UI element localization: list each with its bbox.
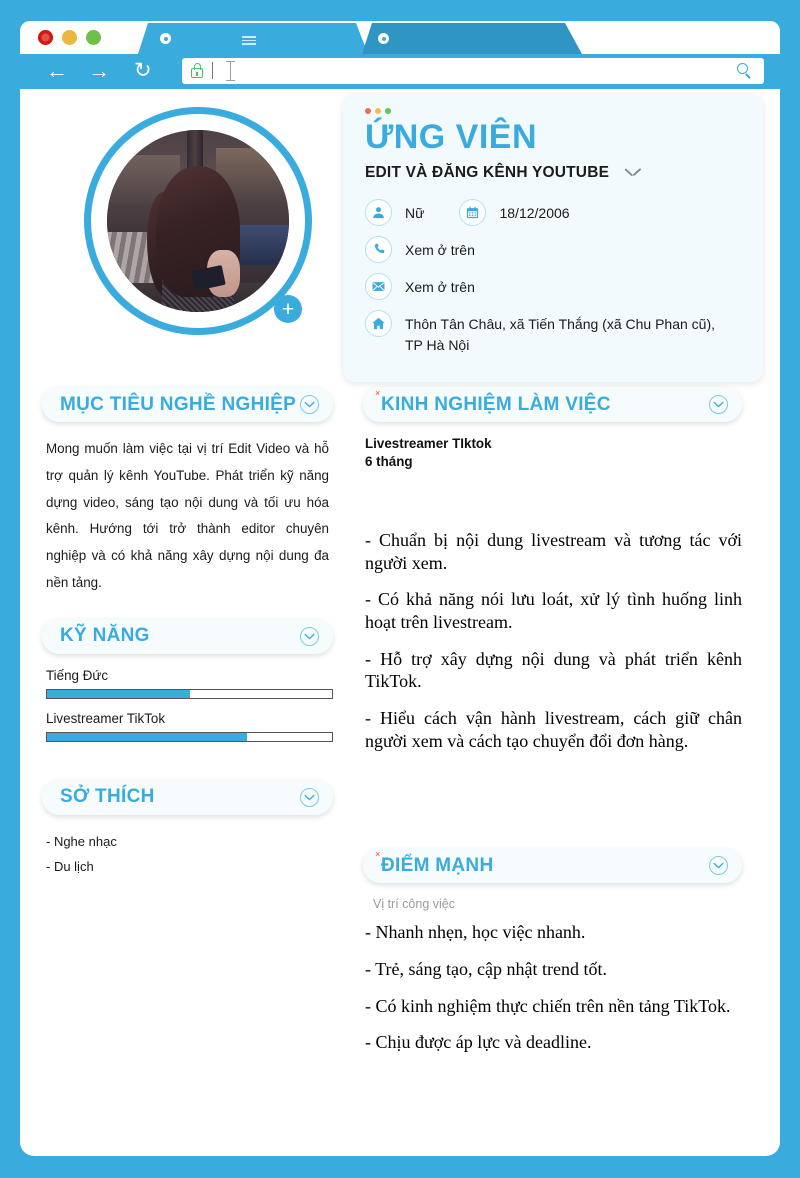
chevron-down-icon[interactable]	[300, 788, 319, 807]
info-row-phone	[365, 236, 743, 263]
strength-bullet: - Có kinh nghiệm thực chiến trên nền tảng TikTok.	[365, 995, 731, 1016]
reload-button[interactable]: ↻	[134, 59, 152, 82]
avatar[interactable]	[84, 107, 312, 335]
strength-bullet: - Trẻ, sáng tạo, cập nhật trend tốt.	[365, 959, 607, 980]
job-title: EDIT VÀ ĐĂNG KÊNH YOUTUBE	[365, 163, 610, 181]
page-viewport	[20, 89, 780, 1156]
browser-tab-2[interactable]	[362, 23, 582, 54]
person-icon	[365, 199, 392, 226]
phone-icon	[365, 236, 392, 263]
chevron-down-icon[interactable]	[625, 168, 640, 177]
objective-body: Mong muốn làm việc tại vị trí Edit Video và hỗ trợ quản lý kênh YouTube. Phát triển kỹ năng dựng video, sáng tạo nội dung và tối ưu hóa kênh. Hướng tới trở thành editor chuyên nghiệp và có khả năng xây dựng nội dung đa nền tảng.	[46, 441, 329, 591]
experience-duration: 6 tháng	[365, 454, 413, 469]
chevron-down-icon[interactable]	[709, 856, 728, 875]
job-title-row[interactable]	[365, 164, 743, 182]
browser-tab-1[interactable]	[138, 23, 368, 54]
add-photo-button[interactable]: +	[274, 295, 302, 323]
skill-name: Livestreamer TikTok	[46, 710, 166, 726]
skill-item	[42, 668, 333, 699]
skill-bar-fill	[47, 690, 190, 698]
maximize-window-button[interactable]	[86, 30, 101, 45]
section-header-objective[interactable]	[42, 387, 333, 422]
phone-value: Xem ở trên	[405, 241, 475, 258]
search-icon[interactable]	[737, 63, 752, 78]
experience-bullet: - Hiểu cách vận hành livestream, cách giữ chân người xem và cách tạo chuyển đổi đơn hàng.	[365, 708, 742, 751]
section-title: MỤC TIÊU NGHỀ NGHIỆP	[60, 393, 297, 415]
chevron-down-icon[interactable]	[709, 395, 728, 414]
lock-icon	[191, 63, 203, 78]
required-marker-icon: ×	[375, 849, 381, 860]
calendar-icon	[459, 199, 486, 226]
birthdate-value: 18/12/2006	[499, 204, 570, 221]
home-icon	[365, 310, 392, 337]
section-title: SỞ THÍCH	[60, 786, 155, 808]
experience-role: Livestreamer TIktok	[365, 436, 492, 451]
strength-bullet: - Nhanh nhẹn, học việc nhanh.	[365, 922, 586, 943]
experience-bullet: - Chuẩn bị nội dung livestream và tương tác với người xem.	[365, 530, 742, 573]
info-row-gender-birth	[365, 199, 743, 226]
section-header-strengths[interactable]	[363, 848, 742, 883]
globe-icon	[378, 33, 389, 44]
email-value: Xem ở trên	[405, 278, 475, 295]
cv-header	[20, 89, 780, 387]
skill-bar-fill	[47, 733, 247, 741]
experience-bullet: - Hỗ trợ xây dựng nội dung và phát triển kênh TikTok.	[365, 648, 742, 692]
info-row-email	[365, 273, 743, 300]
strength-bullet: - Chịu được áp lực và deadline.	[365, 1032, 592, 1053]
address-bar[interactable]	[182, 58, 764, 84]
window-controls	[38, 30, 101, 45]
text-caret	[212, 62, 213, 79]
tab-menu-icon	[242, 36, 256, 43]
chevron-down-icon[interactable]	[300, 627, 319, 646]
forward-button[interactable]: →	[88, 58, 110, 83]
card-window-dots	[365, 108, 743, 114]
section-header-skills[interactable]	[42, 619, 333, 654]
minimize-window-button[interactable]	[62, 30, 77, 45]
gender-value: Nữ	[405, 204, 425, 221]
ibeam-cursor-icon	[226, 61, 235, 81]
section-header-experience[interactable]	[363, 387, 742, 422]
cv-right-column	[347, 387, 742, 1068]
skill-name: Tiếng Đức	[46, 667, 109, 683]
avatar-photo	[107, 130, 289, 312]
skill-bar	[46, 689, 333, 699]
address-value: Thôn Tân Châu, xã Tiến Thắng (xã Chu Phan cũ), TP Hà Nội	[405, 315, 716, 354]
skill-bar	[46, 732, 333, 742]
list-item: - Du lịch	[46, 859, 94, 875]
info-row-address	[365, 310, 743, 357]
envelope-icon	[365, 273, 392, 300]
required-marker-icon: ×	[375, 388, 381, 398]
skill-item	[42, 711, 333, 742]
browser-toolbar	[20, 54, 780, 89]
page-title: ỨNG VIÊN	[365, 118, 538, 156]
section-header-hobbies[interactable]	[42, 780, 333, 815]
close-window-button[interactable]	[38, 30, 53, 45]
section-title: ĐIỂM MẠNH	[381, 854, 494, 876]
experience-bullet: - Có khả năng nói lưu loát, xử lý tình huống linh hoạt trên livestream.	[365, 589, 742, 633]
section-title: KINH NGHIỆM LÀM VIỆC	[381, 393, 611, 415]
chevron-down-icon[interactable]	[300, 395, 319, 414]
globe-icon	[160, 33, 171, 44]
back-button[interactable]: ←	[46, 58, 68, 83]
cv-columns	[20, 387, 780, 1068]
cv-left-column	[42, 387, 347, 1068]
section-title: KỸ NĂNG	[60, 625, 150, 647]
strengths-note: Vị trí công việc	[373, 897, 455, 912]
list-item: - Nghe nhạc	[46, 833, 117, 849]
candidate-info-card	[343, 94, 763, 382]
